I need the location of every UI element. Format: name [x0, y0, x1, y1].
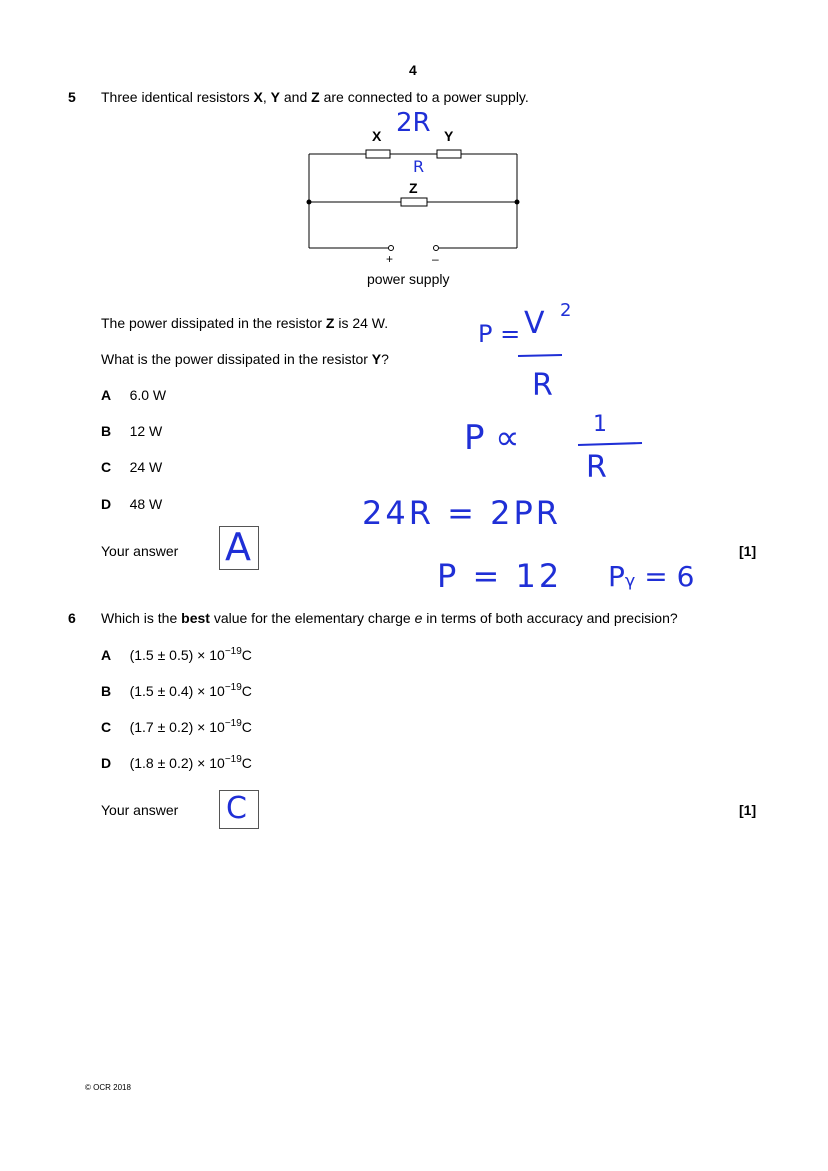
copyright-footer: © OCR 2018: [85, 1083, 131, 1092]
q5-marks: [1]: [739, 543, 757, 559]
q6-option-a: A $(1.5 \pm 0.5) \times 10^{-19}C$: [101, 646, 252, 663]
hw-v: V: [524, 306, 545, 341]
q5-option-c: C 24 W: [101, 459, 163, 475]
q5-option-a: A 6.0 W: [101, 387, 167, 403]
q6-option-b: B $(1.5 \pm 0.4) \times 10^{-19}C$: [101, 682, 252, 699]
hw-2r: 2R: [396, 108, 431, 138]
hw-fraction-line-1: [518, 355, 562, 356]
hw-r-beside-z: R: [413, 157, 425, 176]
q5-option-d: D 48 W: [101, 496, 163, 512]
minus-label: –: [432, 252, 439, 266]
q5-option-b: B 12 W: [101, 423, 163, 439]
label-y: Y: [444, 128, 454, 144]
hw-r: R: [532, 368, 553, 403]
hw-p-prop: P ∝: [464, 418, 520, 458]
power-supply-label: power supply: [367, 271, 450, 287]
hw-sq: 2: [560, 300, 572, 321]
hw-eq3: Pᵧ = 6: [608, 560, 695, 593]
q6-option-c: C $(1.7 \pm 0.2) \times 10^{-19}C$: [101, 718, 252, 735]
q6-stem: Which is the best value for the elementary charge e in terms of both accuracy and precision?: [101, 610, 678, 626]
q6-option-d: D $(1.8 \pm 0.2) \times 10^{-19}C$: [101, 754, 252, 771]
hw-fraction-line-2: [578, 443, 642, 445]
q5-info: The power dissipated in the resistor Z is 24 W.: [101, 315, 389, 331]
q6-marks: [1]: [739, 802, 757, 818]
q5-stem: Three identical resistors X, Y and Z are connected to a power supply.: [101, 89, 529, 105]
hw-p-eq: P =: [478, 320, 521, 348]
q5-number: 5: [68, 89, 76, 105]
q5-answer-value: A: [225, 525, 251, 569]
page-number: 4: [409, 62, 417, 78]
q6-answer-box[interactable]: [219, 790, 259, 829]
q5-answer-label: Your answer: [101, 543, 179, 559]
hw-r2: R: [586, 450, 607, 485]
hw-one: 1: [593, 412, 607, 437]
label-z: Z: [409, 180, 418, 196]
q5-question: What is the power dissipated in the resistor Y?: [101, 351, 389, 367]
hw-eq1: 24R = 2PR: [362, 494, 561, 532]
label-x: X: [372, 128, 382, 144]
hw-eq2: P = 12: [437, 557, 563, 595]
plus-label: +: [386, 252, 394, 266]
q6-answer-value: C: [226, 791, 247, 826]
q6-answer-label: Your answer: [101, 802, 179, 818]
q6-number: 6: [68, 610, 76, 626]
